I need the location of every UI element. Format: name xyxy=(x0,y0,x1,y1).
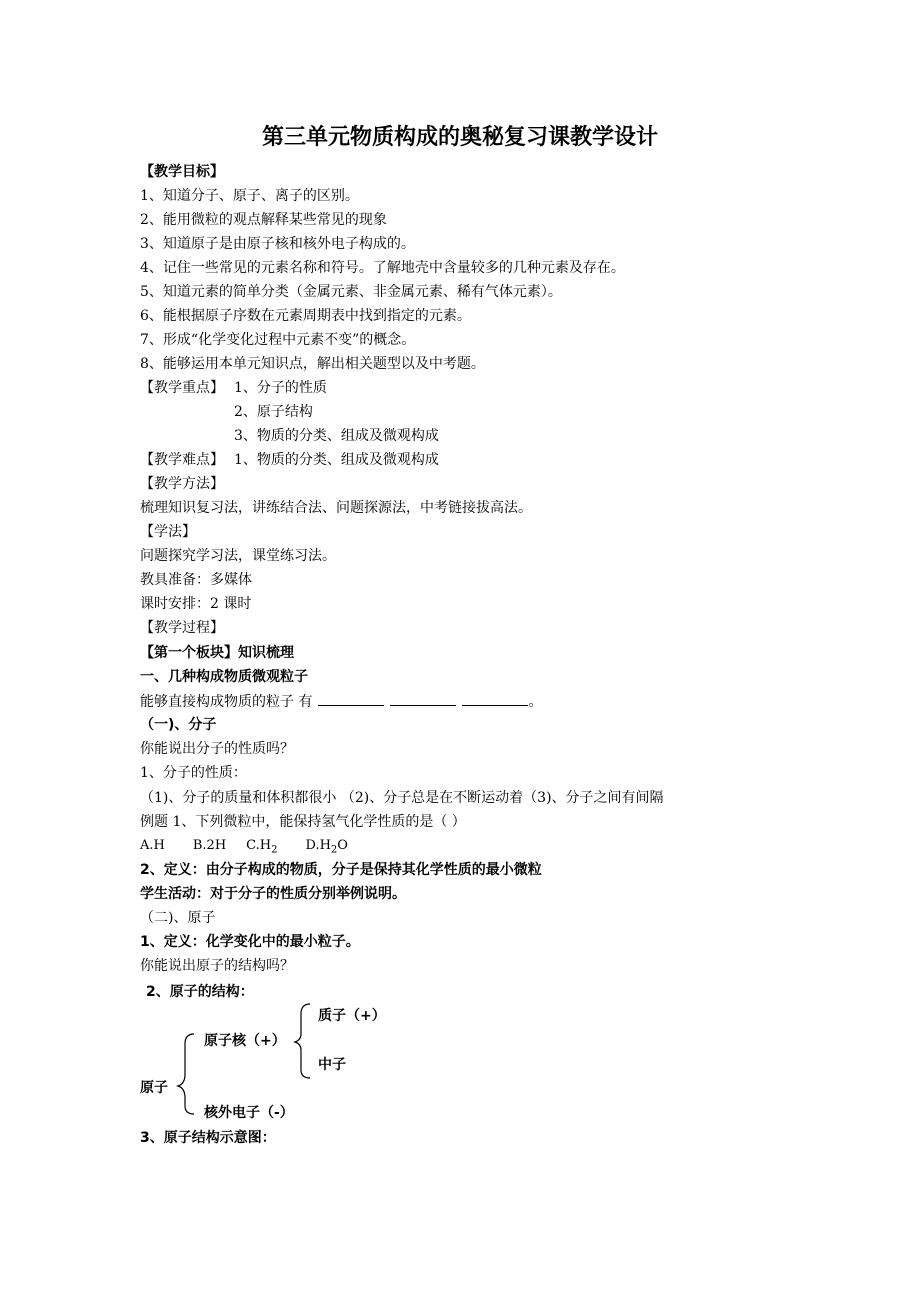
molecule-definition: 2、定义：由分子构成的物质，分子是保持其化学性质的最小微粒 xyxy=(140,862,542,878)
objective-item: 1、知道分子、原子、离子的区别。 xyxy=(140,188,359,204)
atom-structure-brace xyxy=(170,1000,310,1120)
atom-title: （二)、原子 xyxy=(140,910,216,926)
objective-item: 4、记住一些常见的元素名称和符号。了解地壳中含量较多的几种元素及存在。 xyxy=(140,260,625,276)
molecule-title: （一)、分子 xyxy=(140,717,217,733)
proton-label: 质子（+） xyxy=(318,1008,386,1024)
section1-title: 一、几种构成物质微观粒子 xyxy=(140,669,308,685)
study-heading: 【学法】 xyxy=(140,524,196,540)
schedule-text: 课时安排：2 课时 xyxy=(140,596,252,612)
fill-blank-prompt: 能够直接构成物质的粒子 有 xyxy=(140,694,313,710)
objective-item: 7、形成“化学变化过程中元素不变”的概念。 xyxy=(140,332,416,348)
answer-blank[interactable] xyxy=(390,691,456,706)
answer-blank[interactable] xyxy=(318,691,384,706)
neutron-label: 中子 xyxy=(318,1057,346,1073)
difficulties-heading: 【教学难点】 xyxy=(140,452,224,468)
key-points-heading: 【教学重点】 xyxy=(140,380,224,396)
objective-item: 8、能够运用本单元知识点，解出相关题型以及中考题。 xyxy=(140,356,485,372)
inner-brace xyxy=(295,1004,310,1078)
objective-item: 5、知道元素的简单分类（金属元素、非金属元素、稀有气体元素）。 xyxy=(140,284,562,300)
fill-blank-end: 。 xyxy=(528,694,543,710)
diagram-label: 3、原子结构示意图： xyxy=(140,1130,276,1146)
block1-heading: 【第一个板块】知识梳理 xyxy=(140,645,294,661)
example-options xyxy=(140,836,348,861)
key-point-item: 3、物质的分类、组成及微观构成 xyxy=(234,428,439,444)
electron-label: 核外电子（-） xyxy=(204,1105,294,1121)
tools-text: 教具准备：多媒体 xyxy=(140,572,252,588)
molecule-question: 你能说出分子的性质吗？ xyxy=(140,741,294,757)
process-heading: 【教学过程】 xyxy=(140,620,224,636)
answer-blank[interactable] xyxy=(462,691,528,706)
option-c[interactable]: $C.H_2$ xyxy=(246,838,278,856)
methods-heading: 【教学方法】 xyxy=(140,476,224,492)
difficulty-item: 1、物质的分类、组成及微观构成 xyxy=(234,452,439,468)
key-point-item: 1、分子的性质 xyxy=(234,380,327,396)
atom-question: 你能说出原子的结构吗？ xyxy=(140,958,294,974)
objectives-heading: 【教学目标】 xyxy=(140,164,224,180)
methods-text: 梳理知识复习法，讲练结合法、问题探源法，中考链接拔高法。 xyxy=(140,500,532,516)
example-question: 例题 1、下列微粒中，能保持氢气化学性质的是（ ） xyxy=(140,814,466,830)
molecule-properties: （1)、分子的质量和体积都很小 （2)、分子总是在不断运动着（3)、分子之间有间隔 xyxy=(140,790,664,806)
document-title: 第三单元物质构成的奥秘复习课教学设计 xyxy=(261,125,658,150)
atom-root: 原子 xyxy=(140,1080,168,1096)
student-activity: 学生活动：对于分子的性质分别举例说明。 xyxy=(140,886,406,902)
fill-blank-line xyxy=(140,691,542,712)
atom-definition: 1、定义：化学变化中的最小粒子。 xyxy=(140,934,360,950)
option-a[interactable]: A.H xyxy=(140,838,165,853)
atom-structure-label: 2、原子的结构： xyxy=(146,984,254,1000)
key-point-item: 2、原子结构 xyxy=(234,404,313,420)
outer-brace xyxy=(178,1034,194,1114)
objective-item: 2、能用微粒的观点解释某些常见的现象 xyxy=(140,212,387,228)
molecule-property-label: 1、分子的性质： xyxy=(140,765,247,781)
objective-item: 6、能根据原子序数在元素周期表中找到指定的元素。 xyxy=(140,308,471,324)
study-text: 问题探究学习法，课堂练习法。 xyxy=(140,548,336,564)
option-d[interactable]: $D.H_2O$ xyxy=(305,838,348,856)
nucleus-label: 原子核（+） xyxy=(204,1033,286,1049)
objective-item: 3、知道原子是由原子核和核外电子构成的。 xyxy=(140,236,415,252)
option-b[interactable]: B.2H xyxy=(192,838,227,853)
